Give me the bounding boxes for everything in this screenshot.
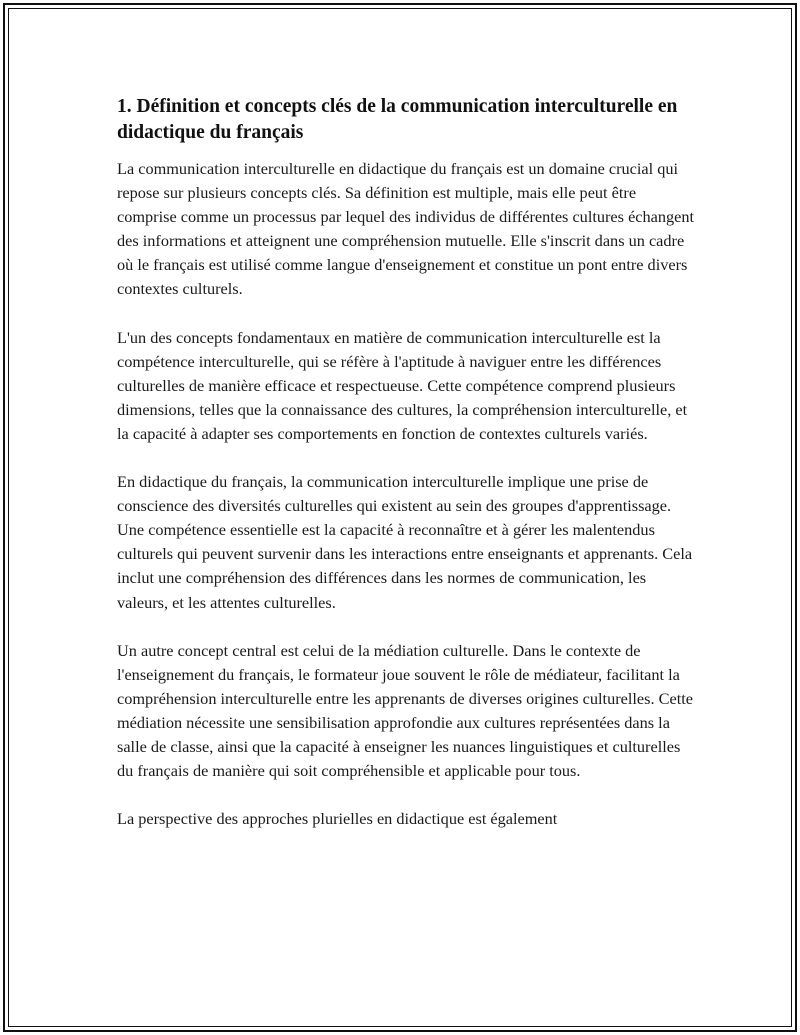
paragraph-intercultural-competence: L'un des concepts fondamentaux en matière de communication interculturelle est la compétence interculturelle, qui se réfère à l'aptitude à naviguer entre les différences culturelles de manière efficace et respectueuse. Cette compétence comprend plusieurs dimensions, telles que la connaissance des cultures, la compréhension interculturelle, et la capacité à adapter ses comportements en fonction de contextes culturels variés. (117, 327, 688, 443)
paragraph-cultural-mediation: Un autre concept central est celui de la médiation culturelle. Dans le contexte de l'enseignement du français, le formateur joue souvent le rôle de médiateur, facilitant la compréhension interculturelle entre les apprenants de diverses origines culturelles. Cette médiation nécessite une sensibilisation approfondie aux cultures représentées dans la salle de classe, ainsi que la capacité à enseigner les nuances linguistiques et culturelles du français de manière qui soit compréhensible et applicable pour tous. (117, 640, 693, 781)
paragraph-definition: La communication interculturelle en didactique du français est un domaine crucial qui repose sur plusieurs concepts clés. Sa définition est multiple, mais elle peut être comprise comme un processus par lequel des individus de différentes cultures échangent des informations et atteignent une compréhension mutuelle. Elle s'inscrit dans un cadre où le français est utilisé comme langue d'enseignement et constitue un pont entre divers contextes culturels. (117, 159, 695, 299)
paragraph-plural-approaches: La perspective des approches plurielles en didactique est également (117, 809, 558, 829)
paragraph-cultural-diversity: En didactique du français, la communication interculturelle implique une prise de conscience des diversités culturelles qui existent au sein des groupes d'apprentissage. Une compétence essentielle est la capacité à reconnaître et à gérer les malentendus culturels qui peuvent survenir dans les interactions entre enseignants et apprenants. Cela inclut une compréhension des différences dans les normes de communication, les valeurs, et les attentes culturelles. (117, 472, 693, 612)
section-heading: 1. Définition et concepts clés de la communication interculturelle en didactique du français (117, 96, 678, 143)
document-body (117, 94, 697, 855)
